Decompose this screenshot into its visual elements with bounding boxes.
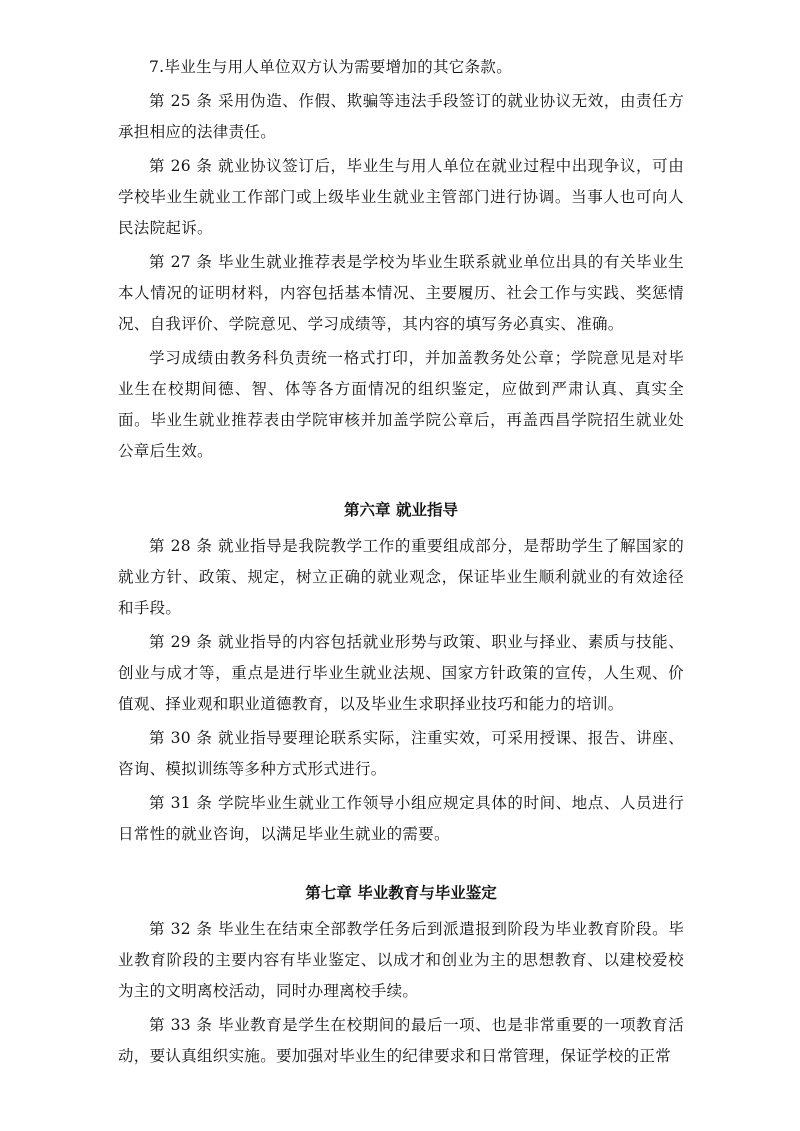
article-29: 第 29 条 就业指导的内容包括就业形势与政策、职业与择业、素质与技能、创业与成才等，重点是进行毕业生就业法规、国家方针政策的宣传，人生观、价值观、择业观和职业道德教育，以及毕业生求职择业技巧和能力的培训。	[118, 633, 684, 713]
chapter-7-title: 第七章 毕业教育与毕业鉴定	[305, 884, 497, 902]
clause-7-item: 7.毕业生与用人单位双方认为需要增加的其它条款。	[149, 58, 512, 76]
article-31: 第 31 条 学院毕业生就业工作领导小组应规定具体的时间、地点、人员进行日常性的就业咨询，以满足毕业生就业的需要。	[118, 794, 684, 843]
article-25: 第 25 条 采用伪造、作假、欺骗等违法手段签订的就业协议无效，由责任方承担相应的法律责任。	[118, 92, 684, 141]
document-page	[118, 52, 684, 1075]
article-27: 第 27 条 毕业生就业推荐表是学校为毕业生联系就业单位出具的有关毕业生本人情况的证明材料，内容包括基本情况、主要履历、社会工作与实践、奖惩情况、自我评价、学院意见、学习成绩等，其内容的填写务必真实、准确。	[118, 253, 684, 333]
article-28: 第 28 条 就业指导是我院教学工作的重要组成部分，是帮助学生了解国家的就业方针、政策、规定，树立正确的就业观念，保证毕业生顺利就业的有效途径和手段。	[118, 537, 684, 617]
article-26: 第 26 条 就业协议签订后，毕业生与用人单位在就业过程中出现争议，可由学校毕业生就业工作部门或上级毕业生就业主管部门进行协调。当事人也可向人民法院起诉。	[118, 157, 684, 237]
article-30: 第 30 条 就业指导要理论联系实际，注重实效，可采用授课、报告、讲座、咨询、模拟训练等多种方式形式进行。	[118, 729, 684, 778]
article-33: 第 33 条 毕业教育是学生在校期间的最后一项、也是非常重要的一项教育活动，要认真组织实施。要加强对毕业生的纪律要求和日常管理，保证学校的正常	[118, 1016, 684, 1065]
article-32: 第 32 条 毕业生在结束全部教学任务后到派遣报到阶段为毕业教育阶段。毕业教育阶段的主要内容有毕业鉴定、以成才和创业为主的思想教育、以建校爱校为主的文明离校活动，同时办理离校手续。	[118, 920, 684, 1000]
chapter-6-title: 第六章 就业指导	[344, 501, 458, 519]
article-27-continued: 学习成绩由教务科负责统一格式打印，并加盖教务处公章；学院意见是对毕业生在校期间德、智、体等各方面情况的组织鉴定，应做到严肃认真、真实全面。毕业生就业推荐表由学院审核并加盖学院公章后，再盖西昌学院招生就业处公章后生效。	[118, 349, 684, 460]
